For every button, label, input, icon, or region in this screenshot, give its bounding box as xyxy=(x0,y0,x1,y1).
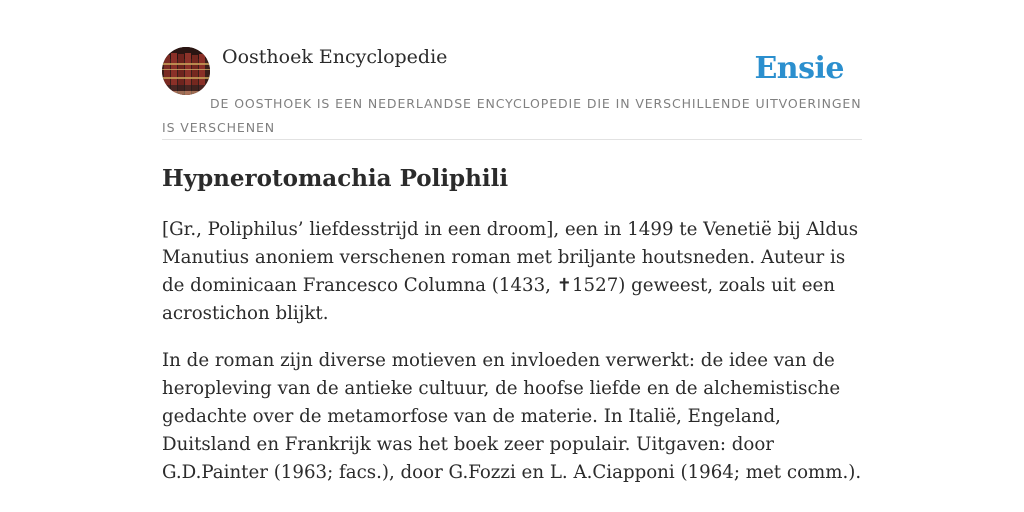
page-content xyxy=(162,0,862,483)
source-header xyxy=(162,0,862,140)
source-avatar[interactable] xyxy=(162,47,210,95)
source-title[interactable]: Oosthoek Encyclopedie xyxy=(222,46,448,68)
source-description: DE OOSTHOEK IS EEN NEDERLANDSE ENCYCLOPEDIE DIE IN VERSCHILLENDE UITVOERINGEN IS VERSCHENEN xyxy=(162,96,862,135)
encyclopedia-books-icon xyxy=(162,47,210,95)
article-paragraph-2: In de roman zijn diverse motieven en invloeden verwerkt: de idee van de heropleving van de antieke cultuur, de hoofse liefde en de alchemistische gedachte over de metamorfose van de materie. In Italië, Engeland, Duitsland en Frankrijk was het boek zeer populair. Uitgaven: door G.D.Painter (1963; facs.), door G.Fozzi en L. A.Ciapponi (1964; met comm.). xyxy=(162,350,862,483)
ensie-logo[interactable]: Ensie xyxy=(754,51,844,86)
article-title: Hypnerotomachia Poliphili xyxy=(162,165,509,192)
article-paragraph-1: [Gr., Poliphilus’ liefdesstrijd in een droom], een in 1499 te Venetië bij Aldus Manutius anoniem verschenen roman met briljante houtsneden. Auteur is de dominicaan Francesco Columna (1433, ✝1527) geweest, zoals uit een acrostichon blijkt. xyxy=(162,219,859,324)
